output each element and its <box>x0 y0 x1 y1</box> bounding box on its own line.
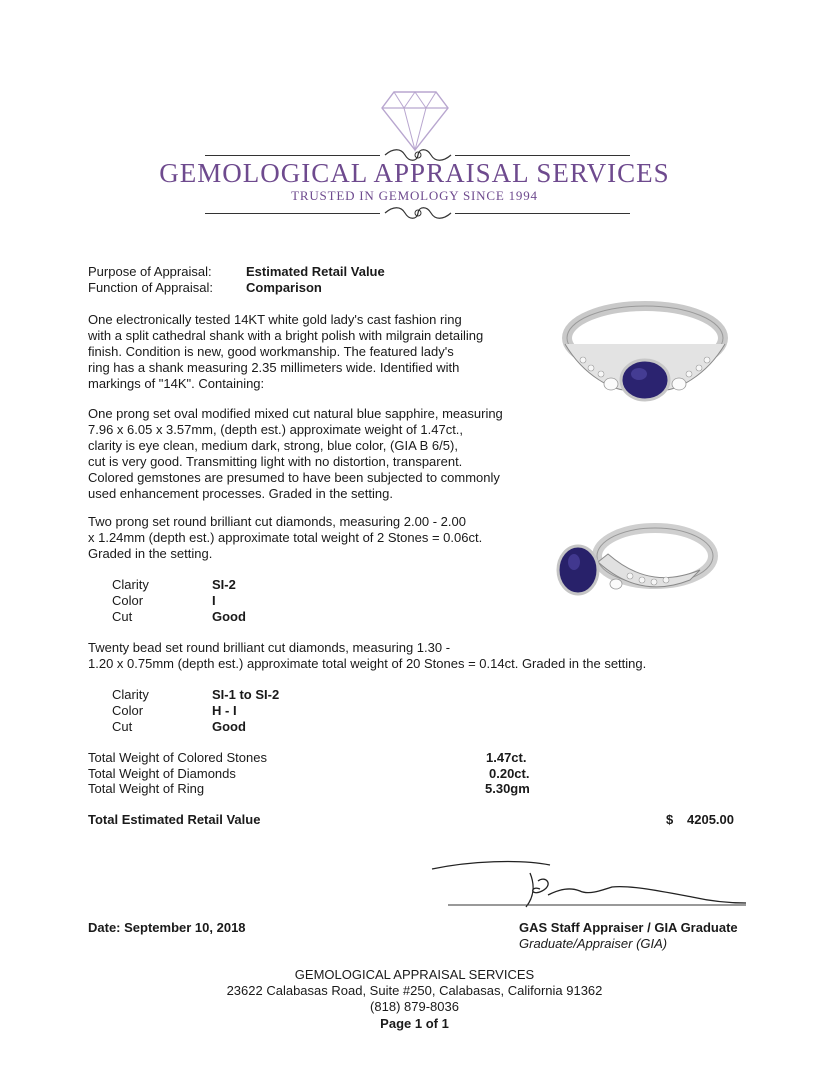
grade-label-clarity: Clarity <box>112 687 149 702</box>
two-diamonds-line: x 1.24mm (depth est.) approximate total weight of 2 Stones = 0.06ct. <box>88 530 483 545</box>
total-diamonds-value: 0.20ct. <box>489 766 530 781</box>
footer-phone: (818) 879-8036 <box>370 999 459 1014</box>
retail-value-label: Total Estimated Retail Value <box>88 812 261 827</box>
appraisal-date: Date: September 10, 2018 <box>88 920 246 935</box>
footer-address: 23622 Calabasas Road, Suite #250, Calabasas, California 91362 <box>226 983 603 998</box>
grade-value-clarity: SI-2 <box>212 577 236 592</box>
bottom-rule-left <box>205 213 380 214</box>
ornament-bottom-icon <box>383 204 453 222</box>
grade-label-cut: Cut <box>112 609 133 624</box>
description-line: finish. Condition is new, good workmanship. The featured lady's <box>88 344 454 359</box>
diamond-logo-icon <box>380 90 450 152</box>
function-label: Function of Appraisal: <box>88 280 214 295</box>
function-value: Comparison <box>246 280 322 295</box>
description-line: with a split cathedral shank with a bright polish with milgrain detailing <box>88 328 484 343</box>
sapphire-line: 7.96 x 6.05 x 3.57mm, (depth est.) approximate weight of 1.47ct., <box>88 422 464 437</box>
grade-value-cut: Good <box>212 719 246 734</box>
purpose-label: Purpose of Appraisal: <box>88 264 212 279</box>
retail-value: 4205.00 <box>687 812 734 827</box>
total-colored-value: 1.47ct. <box>486 750 527 765</box>
grade-label-color: Color <box>112 703 144 718</box>
top-rule-right <box>455 155 630 156</box>
grade-label-cut: Cut <box>112 719 133 734</box>
sapphire-line: cut is very good. Transmitting light with no distortion, transparent. <box>88 454 463 469</box>
description-line: One electronically tested 14KT white gold lady's cast fashion ring <box>88 312 462 327</box>
grade-label-color: Color <box>112 593 144 608</box>
purpose-value: Estimated Retail Value <box>246 264 385 279</box>
appraiser-signature <box>430 855 750 915</box>
letterhead <box>0 80 829 230</box>
company-tagline: TRUSTED IN GEMOLOGY SINCE 1994 <box>291 188 538 203</box>
company-name: GEMOLOGICAL APPRAISAL SERVICES <box>159 158 670 188</box>
grade-label-clarity: Clarity <box>112 577 149 592</box>
grade-value-cut: Good <box>212 609 246 624</box>
sapphire-line: Colored gemstones are presumed to have been subjected to commonly <box>88 470 500 485</box>
appraiser-title: GAS Staff Appraiser / GIA Graduate <box>519 920 738 935</box>
two-diamonds-line: Two prong set round brilliant cut diamonds, measuring 2.00 - 2.00 <box>88 514 466 529</box>
ring-description <box>88 312 483 392</box>
total-ring-value: 5.30gm <box>485 781 530 796</box>
sapphire-description <box>88 406 503 502</box>
bottom-rule-right <box>455 213 630 214</box>
appraiser-subtitle: Graduate/Appraiser (GIA) <box>519 936 668 951</box>
twenty-diamonds-description <box>88 640 646 672</box>
total-diamonds-label: Total Weight of Diamonds <box>88 766 236 781</box>
page-number: Page 1 of 1 <box>380 1016 449 1031</box>
sapphire-line: One prong set oval modified mixed cut natural blue sapphire, measuring <box>88 406 503 421</box>
total-ring-label: Total Weight of Ring <box>88 781 205 796</box>
two-diamonds-description <box>88 514 482 562</box>
grade-value-color: I <box>212 593 216 608</box>
two-diamonds-line: Graded in the setting. <box>88 546 213 561</box>
top-rule-left <box>205 155 380 156</box>
description-line: ring has a shank measuring 2.35 millimeters wide. Identified with <box>88 360 460 375</box>
twenty-diamonds-line: 1.20 x 0.75mm (depth est.) approximate total weight of 20 Stones = 0.14ct. Graded in the setting. <box>88 656 647 671</box>
grade-value-clarity: SI-1 to SI-2 <box>212 687 280 702</box>
footer-company: GEMOLOGICAL APPRAISAL SERVICES <box>294 967 535 982</box>
total-colored-label: Total Weight of Colored Stones <box>88 750 267 765</box>
description-line: markings of "14K". Containing: <box>88 376 265 391</box>
grade-value-color: H - I <box>212 703 237 718</box>
ring-photo-top <box>555 298 730 423</box>
twenty-diamonds-line: Twenty bead set round brilliant cut diamonds, measuring 1.30 - <box>88 640 451 655</box>
sapphire-line: used enhancement processes. Graded in the setting. <box>88 486 393 501</box>
ring-photo-side <box>550 512 720 612</box>
retail-currency: $ <box>666 812 674 827</box>
sapphire-line: clarity is eye clean, medium dark, strong, blue color, (GIA B 6/5), <box>88 438 458 453</box>
